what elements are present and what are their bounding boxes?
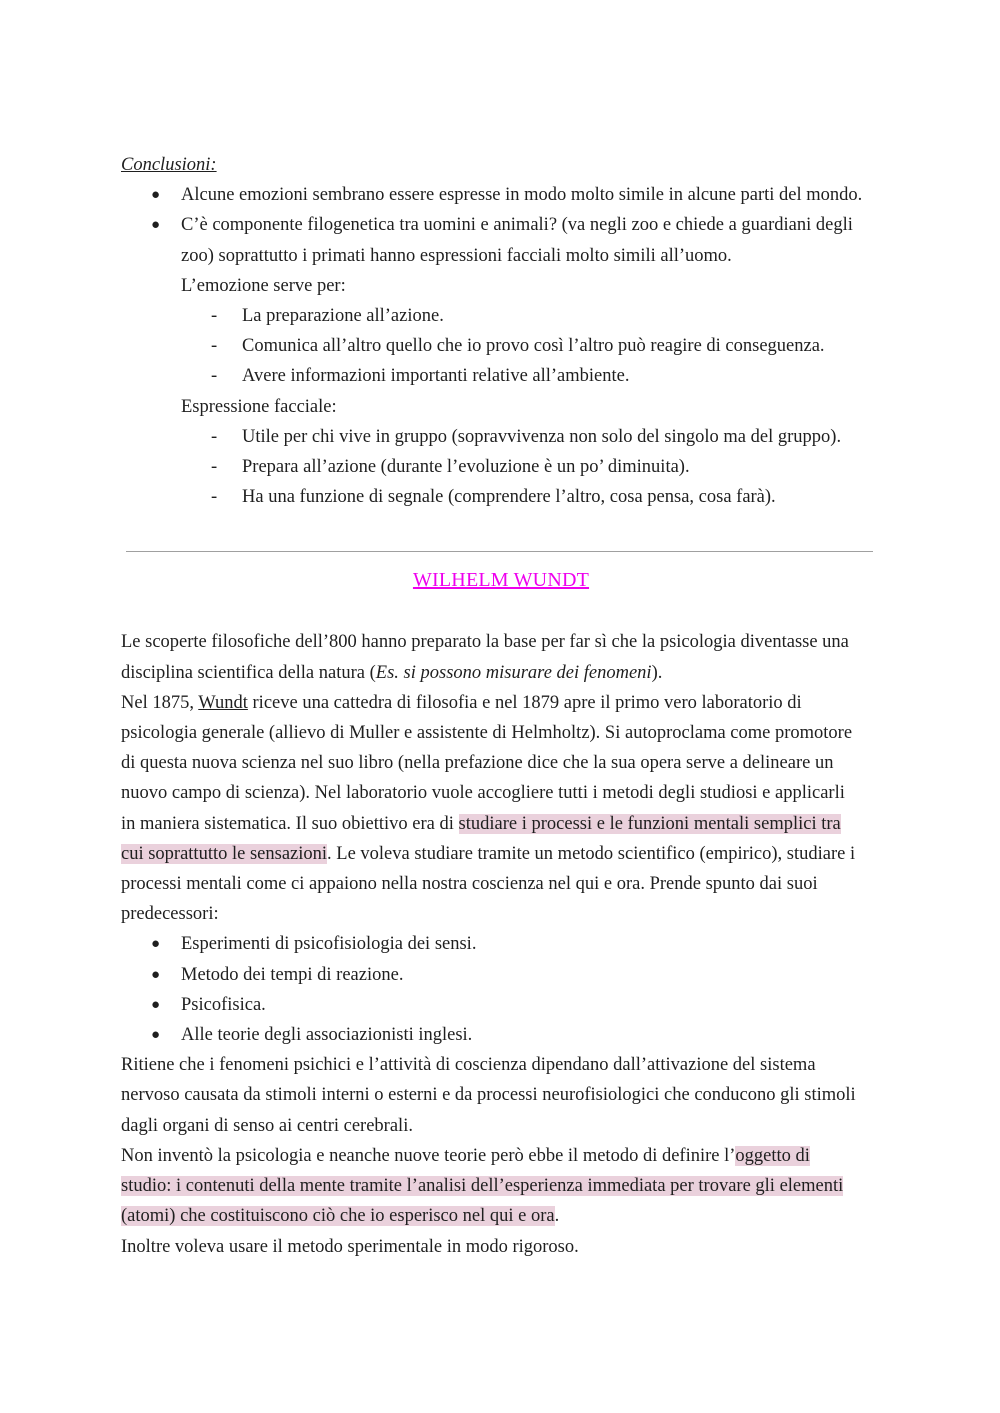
bullet-continuation: zoo) soprattutto i primati hanno espressioni facciali molto simili all’uomo. xyxy=(181,245,732,266)
bullet-icon: ● xyxy=(151,217,161,234)
paragraph-line: psicologia generale (allievo di Muller e assistente di Helmholtz). Si autoproclama come promotore xyxy=(121,723,853,744)
horizontal-rule xyxy=(126,551,873,552)
bullet-item: ● Esperimenti di psicofisiologia dei sensi. xyxy=(121,929,881,959)
bullet-icon: ● xyxy=(151,936,161,953)
highlighted-text: (atomi) che costituiscono ciò che io esperisco nel qui e ora xyxy=(121,1206,555,1227)
bullet-item: ● Psicofisica. xyxy=(121,990,881,1020)
highlighted-text: studiare i processi e le funzioni mentali semplici tra xyxy=(458,813,841,834)
document-body xyxy=(121,150,881,1262)
section-title: WILHELM WUNDT xyxy=(412,569,590,592)
paragraph-line: cui soprattutto le sensazioni. Le voleva studiare tramite un metodo scientifico (empirico), studiare i xyxy=(121,843,856,864)
dash-item: - Comunica all’altro quello che io provo così l’altro può reagire di conseguenza. xyxy=(121,331,881,361)
bullet-icon: ● xyxy=(151,966,161,983)
bullet-icon: ● xyxy=(151,187,161,204)
paragraph-line: Inoltre voleva usare il metodo sperimentale in modo rigoroso. xyxy=(121,1236,579,1257)
dash-icon: - xyxy=(211,306,218,327)
dash-item: - Ha una funzione di segnale (comprendere l’altro, cosa pensa, cosa farà). xyxy=(121,482,881,512)
paragraph-line: Le scoperte filosofiche dell’800 hanno preparato la base per far sì che la psicologia diventasse una xyxy=(121,632,849,653)
wundt-name: Wundt xyxy=(198,692,248,713)
highlighted-text: studio: i contenuti della mente tramite l’analisi dell’esperienza immediata per trovare gli elementi xyxy=(121,1176,844,1197)
paragraph-line: in maniera sistematica. Il suo obiettivo era di studiare i processi e le funzioni mentali semplici tra xyxy=(121,813,841,834)
bullet-icon: ● xyxy=(151,1027,161,1044)
bullet-item: ● C’è componente filogenetica tra uomini e animali? (va negli zoo e chiede a guardiani degli xyxy=(121,210,881,240)
emozione-intro: L’emozione serve per: xyxy=(181,275,346,296)
paragraph-line: predecessori: xyxy=(121,904,219,925)
dash-icon: - xyxy=(211,487,218,508)
bullet-icon: ● xyxy=(151,996,161,1013)
dash-icon: - xyxy=(211,366,218,387)
paragraph-line: Nel 1875, Wundt riceve una cattedra di filosofia e nel 1879 apre il primo vero laboratorio di xyxy=(121,692,802,713)
paragraph-line: (atomi) che costituiscono ciò che io esperisco nel qui e ora. xyxy=(121,1206,560,1227)
paragraph-line: di questa nuova scienza nel suo libro (nella prefazione dice che la sua opera serve a delineare un xyxy=(121,753,834,774)
paragraph-line: dagli organi di senso ai centri cerebrali. xyxy=(121,1115,413,1136)
highlighted-text: oggetto di xyxy=(735,1145,810,1166)
bullet-item: ● Alcune emozioni sembrano essere espresse in modo molto simile in alcune parti del mondo. xyxy=(121,180,881,210)
dash-icon: - xyxy=(211,426,218,447)
paragraph-line: disciplina scientifica della natura (Es. si possono misurare dei fenomeni). xyxy=(121,662,663,683)
bullet-item: ● Alle teorie degli associazionisti inglesi. xyxy=(121,1020,881,1050)
dash-item: - Prepara all’azione (durante l’evoluzione è un po’ diminuita). xyxy=(121,452,881,482)
paragraph-line: Ritiene che i fenomeni psichici e l’attività di coscienza dipendano dall’attivazione del sistema xyxy=(121,1055,816,1076)
dash-icon: - xyxy=(211,457,218,478)
paragraph-line: Non inventò la psicologia e neanche nuove teorie però ebbe il metodo di definire l’oggetto di xyxy=(121,1145,810,1166)
paragraph-line: processi mentali come ci appaiono nella nostra coscienza nel qui e ora. Prende spunto dai suoi xyxy=(121,874,818,895)
dash-item: - Utile per chi vive in gruppo (sopravvivenza non solo del singolo ma del gruppo). xyxy=(121,422,881,452)
paragraph-line xyxy=(121,1171,881,1201)
espressione-intro: Espressione facciale: xyxy=(181,396,337,417)
highlighted-text: cui soprattutto le sensazioni xyxy=(121,843,328,864)
dash-item: - Avere informazioni importanti relative all’ambiente. xyxy=(121,361,881,391)
conclusioni-heading: Conclusioni: xyxy=(121,155,217,175)
dash-item: - La preparazione all’azione. xyxy=(121,301,881,331)
paragraph-line: nervoso causata da stimoli interni o esterni e da processi neurofisiologici che conducono gli stimoli xyxy=(121,1085,856,1106)
paragraph-line: nuovo campo di scienza). Nel laboratorio vuole accogliere tutti i metodi degli studiosi e applicarli xyxy=(121,783,845,804)
bullet-item: ● Metodo dei tempi di reazione. xyxy=(121,960,881,990)
dash-icon: - xyxy=(211,336,218,357)
